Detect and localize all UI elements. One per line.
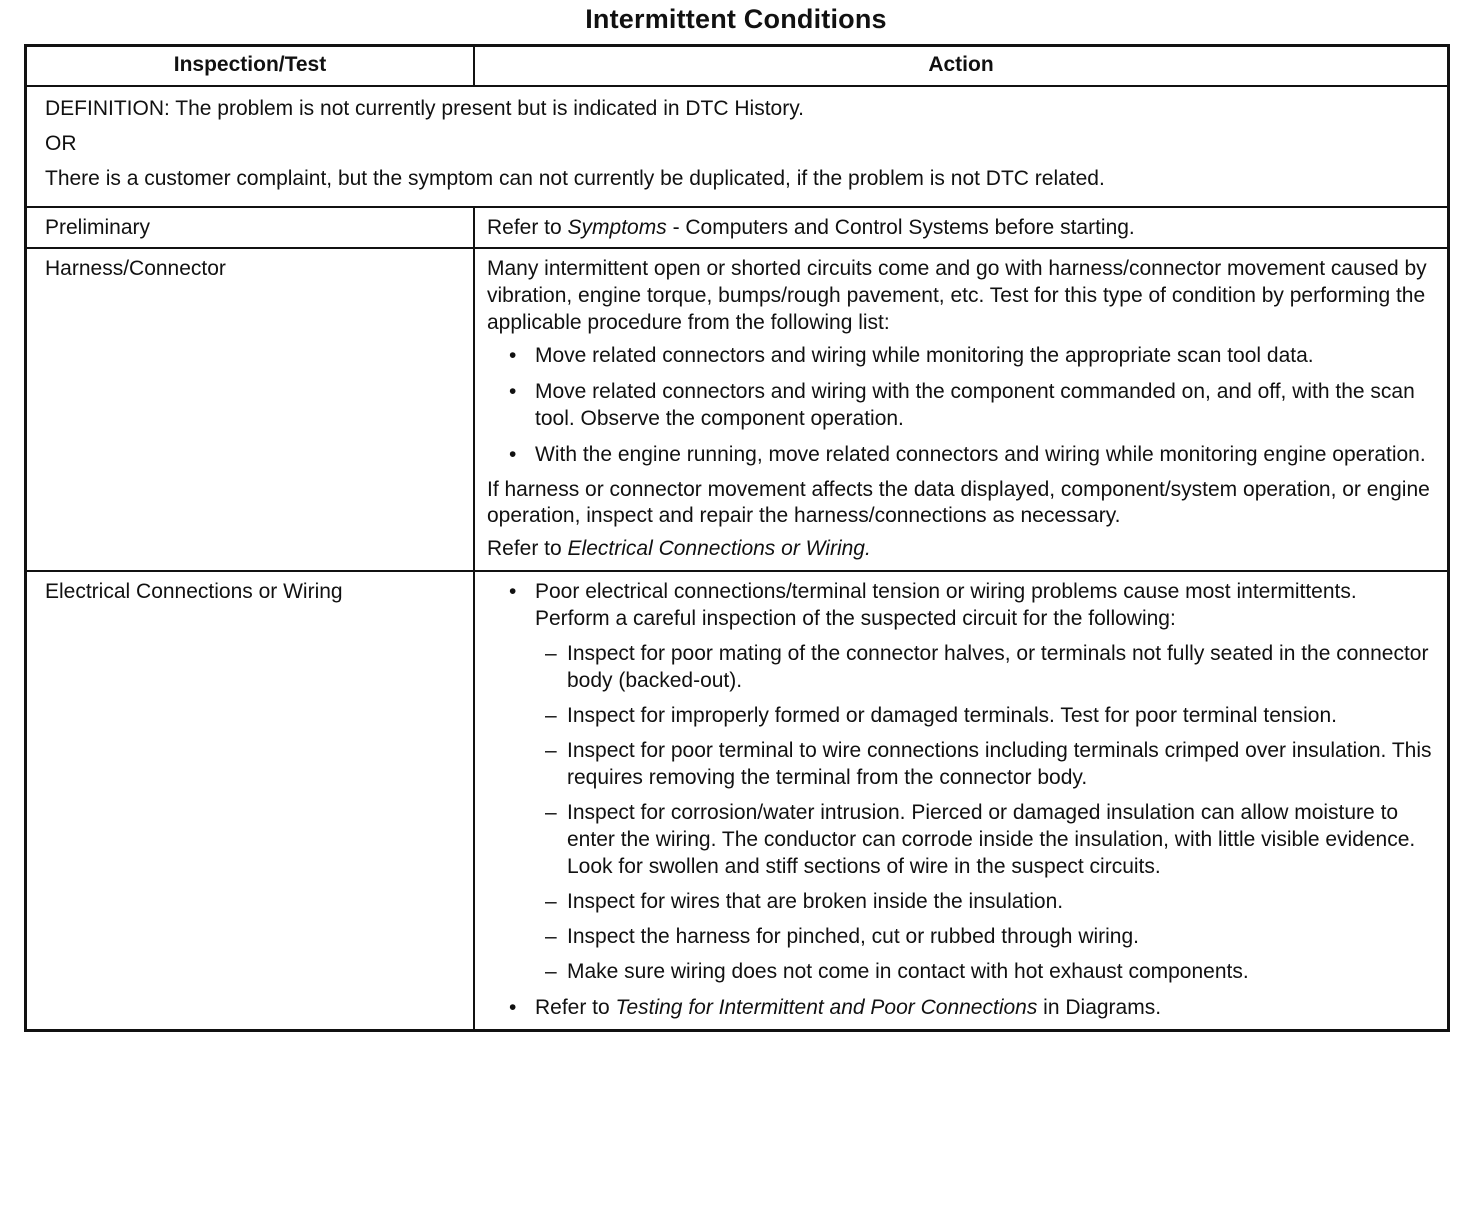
list-item: • Move related connectors and wiring with the component commanded on, and off, with the scan tool. Observe the component operation. [487,378,1435,432]
definition-cell [27,87,1447,206]
list-item [487,578,1435,985]
action-cell [475,208,1447,247]
sub-list-item: – Inspect for corrosion/water intrusion. Pierced or damaged insulation can allow moisture to enter the wiring. The conductor can corrode inside the insulation, with little visible evidence. Look for swollen and stiff sections of wire in the suspect circuits. [535,799,1435,880]
inspection-label: Electrical Connections or Wiring [27,572,475,1029]
definition-line: There is a customer complaint, but the symptom can not currently be duplicated, if the problem is not DTC related. [45,167,1105,190]
action-after: If harness or connector movement affects the data displayed, component/system operation, or engine operation, inspect and repair the harness/connections as necessary. [487,478,1430,527]
action-refer [487,535,1435,562]
action-text: Refer to [487,216,568,239]
list-item: • Move related connectors and wiring while monitoring the appropriate scan tool data. [487,342,1435,369]
sub-list-item: – Inspect the harness for pinched, cut or rubbed through wiring. [535,923,1435,950]
table-row-harness-connector [27,247,1447,570]
procedure-list [487,342,1435,468]
table-row-electrical-connections [27,570,1447,1029]
table-row-preliminary [27,206,1447,247]
intermittent-conditions-table [24,44,1450,1032]
sub-list-item: – Make sure wiring does not come in contact with hot exhaust components. [535,958,1435,985]
definition-or: OR [45,132,77,155]
list-item: • With the engine running, move related connectors and wiring while monitoring engine operation. [487,441,1435,468]
table-header-row [27,47,1447,85]
list-item-text: Refer to [535,996,616,1019]
list-item [487,994,1435,1021]
sub-list-item: – Inspect for poor mating of the connector halves, or terminals not fully seated in the connector body (backed-out). [535,640,1435,694]
definition-line: DEFINITION: The problem is not currently present but is indicated in DTC History. [45,97,804,120]
action-intro: Many intermittent open or shorted circuits come and go with harness/connector movement caused by vibration, engine torque, bumps/rough pavement, etc. Test for this type of condition by performing the applicable procedure from the following list: [487,257,1427,334]
sub-list-item: – Inspect for improperly formed or damaged terminals. Test for poor terminal tension. [535,702,1435,729]
sub-list-item: – Inspect for wires that are broken inside the insulation. [535,888,1435,915]
header-inspection-test: Inspection/Test [27,47,475,85]
sub-list-item: – Inspect for poor terminal to wire connections including terminals crimped over insulation. This requires removing the terminal from the connector body. [535,737,1435,791]
page-title: Intermittent Conditions [585,4,887,34]
inspection-label: Preliminary [27,208,475,247]
action-cell [475,572,1447,1029]
header-action: Action [928,53,994,76]
definition-row [27,85,1447,206]
sub-inspection-list [535,640,1435,985]
action-cell [475,249,1447,570]
list-item-text: Poor electrical connections/terminal tension or wiring problems cause most intermittents. Perform a careful inspection of the suspected circuit for the following: [535,580,1357,630]
action-text: - Computers and Control Systems before starting. [666,216,1135,239]
electrical-connections-reference-link[interactable]: Electrical Connections or Wiring. [567,537,871,560]
list-item-text: in Diagrams. [1037,996,1162,1019]
inspection-list [487,578,1435,1021]
action-text: Refer to [487,537,568,560]
testing-intermittent-reference-link[interactable]: Testing for Intermittent and Poor Connections [615,996,1038,1019]
symptoms-reference-link[interactable]: Symptoms [567,216,667,239]
inspection-label: Harness/Connector [27,249,475,570]
